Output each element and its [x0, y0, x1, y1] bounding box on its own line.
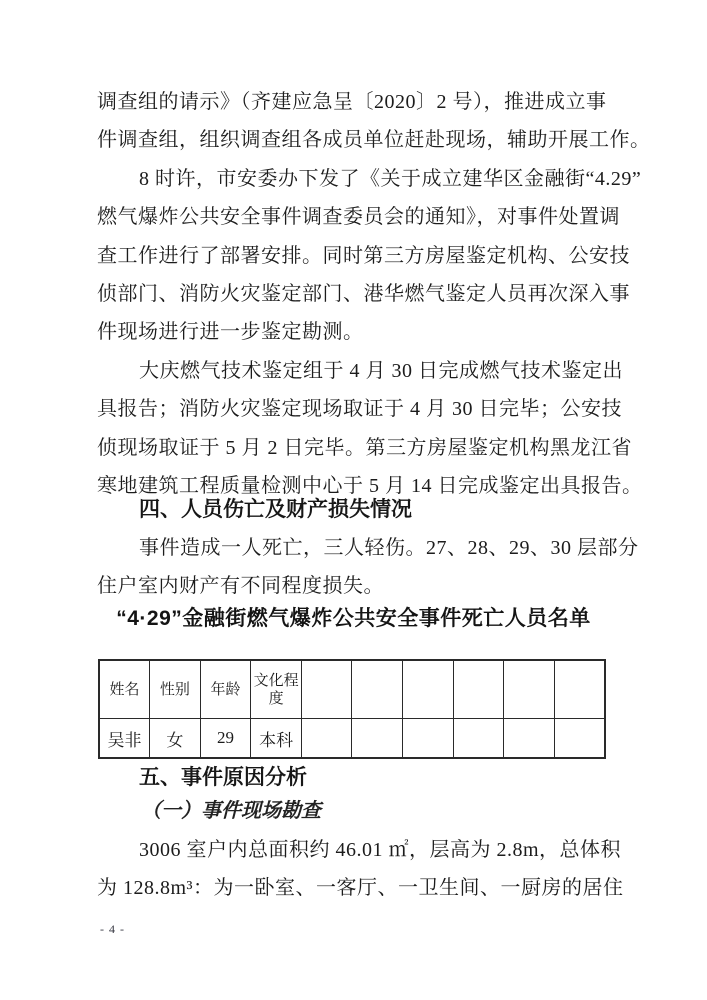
body-line: 侦部门、消防火灾鉴定部门、港华燃气鉴定人员再次深入事	[97, 283, 630, 306]
sub-heading-scene-survey: （一）事件现场勘查	[141, 800, 321, 822]
body-line: 燃气爆炸公共安全事件调查委员会的通知》，对事件处置调	[97, 206, 620, 229]
cell-empty	[352, 719, 403, 759]
header-cell-empty	[403, 660, 454, 719]
casualty-table-header-row	[99, 660, 605, 719]
header-cell-name: 姓名	[99, 660, 150, 719]
header-cell-gender: 性别	[150, 660, 201, 719]
cell-name: 吴非	[99, 719, 150, 759]
body-text-block-3	[97, 831, 624, 908]
body-line: 为 128.8m³：为一卧室、一客厅、一卫生间、一厨房的居住	[97, 877, 624, 900]
header-cell-empty	[352, 660, 403, 719]
body-line: 具报告；消防火灾鉴定现场取证于 4 月 30 日完毕；公安技	[97, 398, 622, 421]
header-cell-age: 年龄	[200, 660, 251, 719]
header-cell-empty	[554, 660, 605, 719]
cell-empty	[504, 719, 555, 759]
body-line: 大庆燃气技术鉴定组于 4 月 30 日完成燃气技术鉴定出	[139, 359, 623, 382]
body-text-block-2	[97, 529, 639, 606]
header-cell-education: 文化程度	[251, 660, 302, 719]
body-line: 8 时许，市安委办下发了《关于成立建华区金融街“4.29”	[139, 167, 642, 190]
cell-gender: 女	[150, 719, 201, 759]
body-line: 寒地建筑工程质量检测中心于 5 月 14 日完成鉴定出具报告。	[97, 475, 643, 498]
cell-empty	[554, 719, 605, 759]
header-cell-empty	[453, 660, 504, 719]
section-heading-casualties: 四、人员伤亡及财产损失情况	[139, 498, 412, 521]
body-line: 查工作进行了部署安排。同时第三方房屋鉴定机构、公安技	[97, 244, 630, 267]
casualty-table-data-row	[99, 719, 605, 759]
header-cell-empty	[301, 660, 352, 719]
body-line: 侦现场取证于 5 月 2 日完毕。第三方房屋鉴定机构黑龙江省	[97, 436, 632, 459]
section-heading-cause-analysis: 五、事件原因分析	[139, 766, 307, 789]
body-line: 住户室内财产有不同程度损失。	[97, 575, 384, 598]
header-cell-empty	[504, 660, 555, 719]
cell-empty	[403, 719, 454, 759]
body-text-block-1	[97, 83, 651, 505]
body-line: 3006 室户内总面积约 46.01 ㎡，层高为 2.8m，总体积	[139, 839, 622, 861]
cell-education: 本科	[251, 719, 302, 759]
cell-age: 29	[200, 719, 251, 759]
body-line: 事件造成一人死亡，三人轻伤。27、28、29、30 层部分	[139, 537, 639, 559]
casualty-table-title: “4·29”金融街燃气爆炸公共安全事件死亡人员名单	[116, 607, 591, 630]
cell-empty	[453, 719, 504, 759]
cell-empty	[301, 719, 352, 759]
page-number: - 4 -	[100, 922, 125, 936]
body-line: 调查组的请示》（齐建应急呈〔2020〕2 号），推进成立事	[97, 91, 607, 113]
body-line: 件现场进行进一步鉴定勘测。	[97, 321, 364, 344]
body-line: 件调查组，组织调查组各成员单位赶赴现场，辅助开展工作。	[97, 129, 651, 152]
casualty-table	[98, 659, 606, 759]
